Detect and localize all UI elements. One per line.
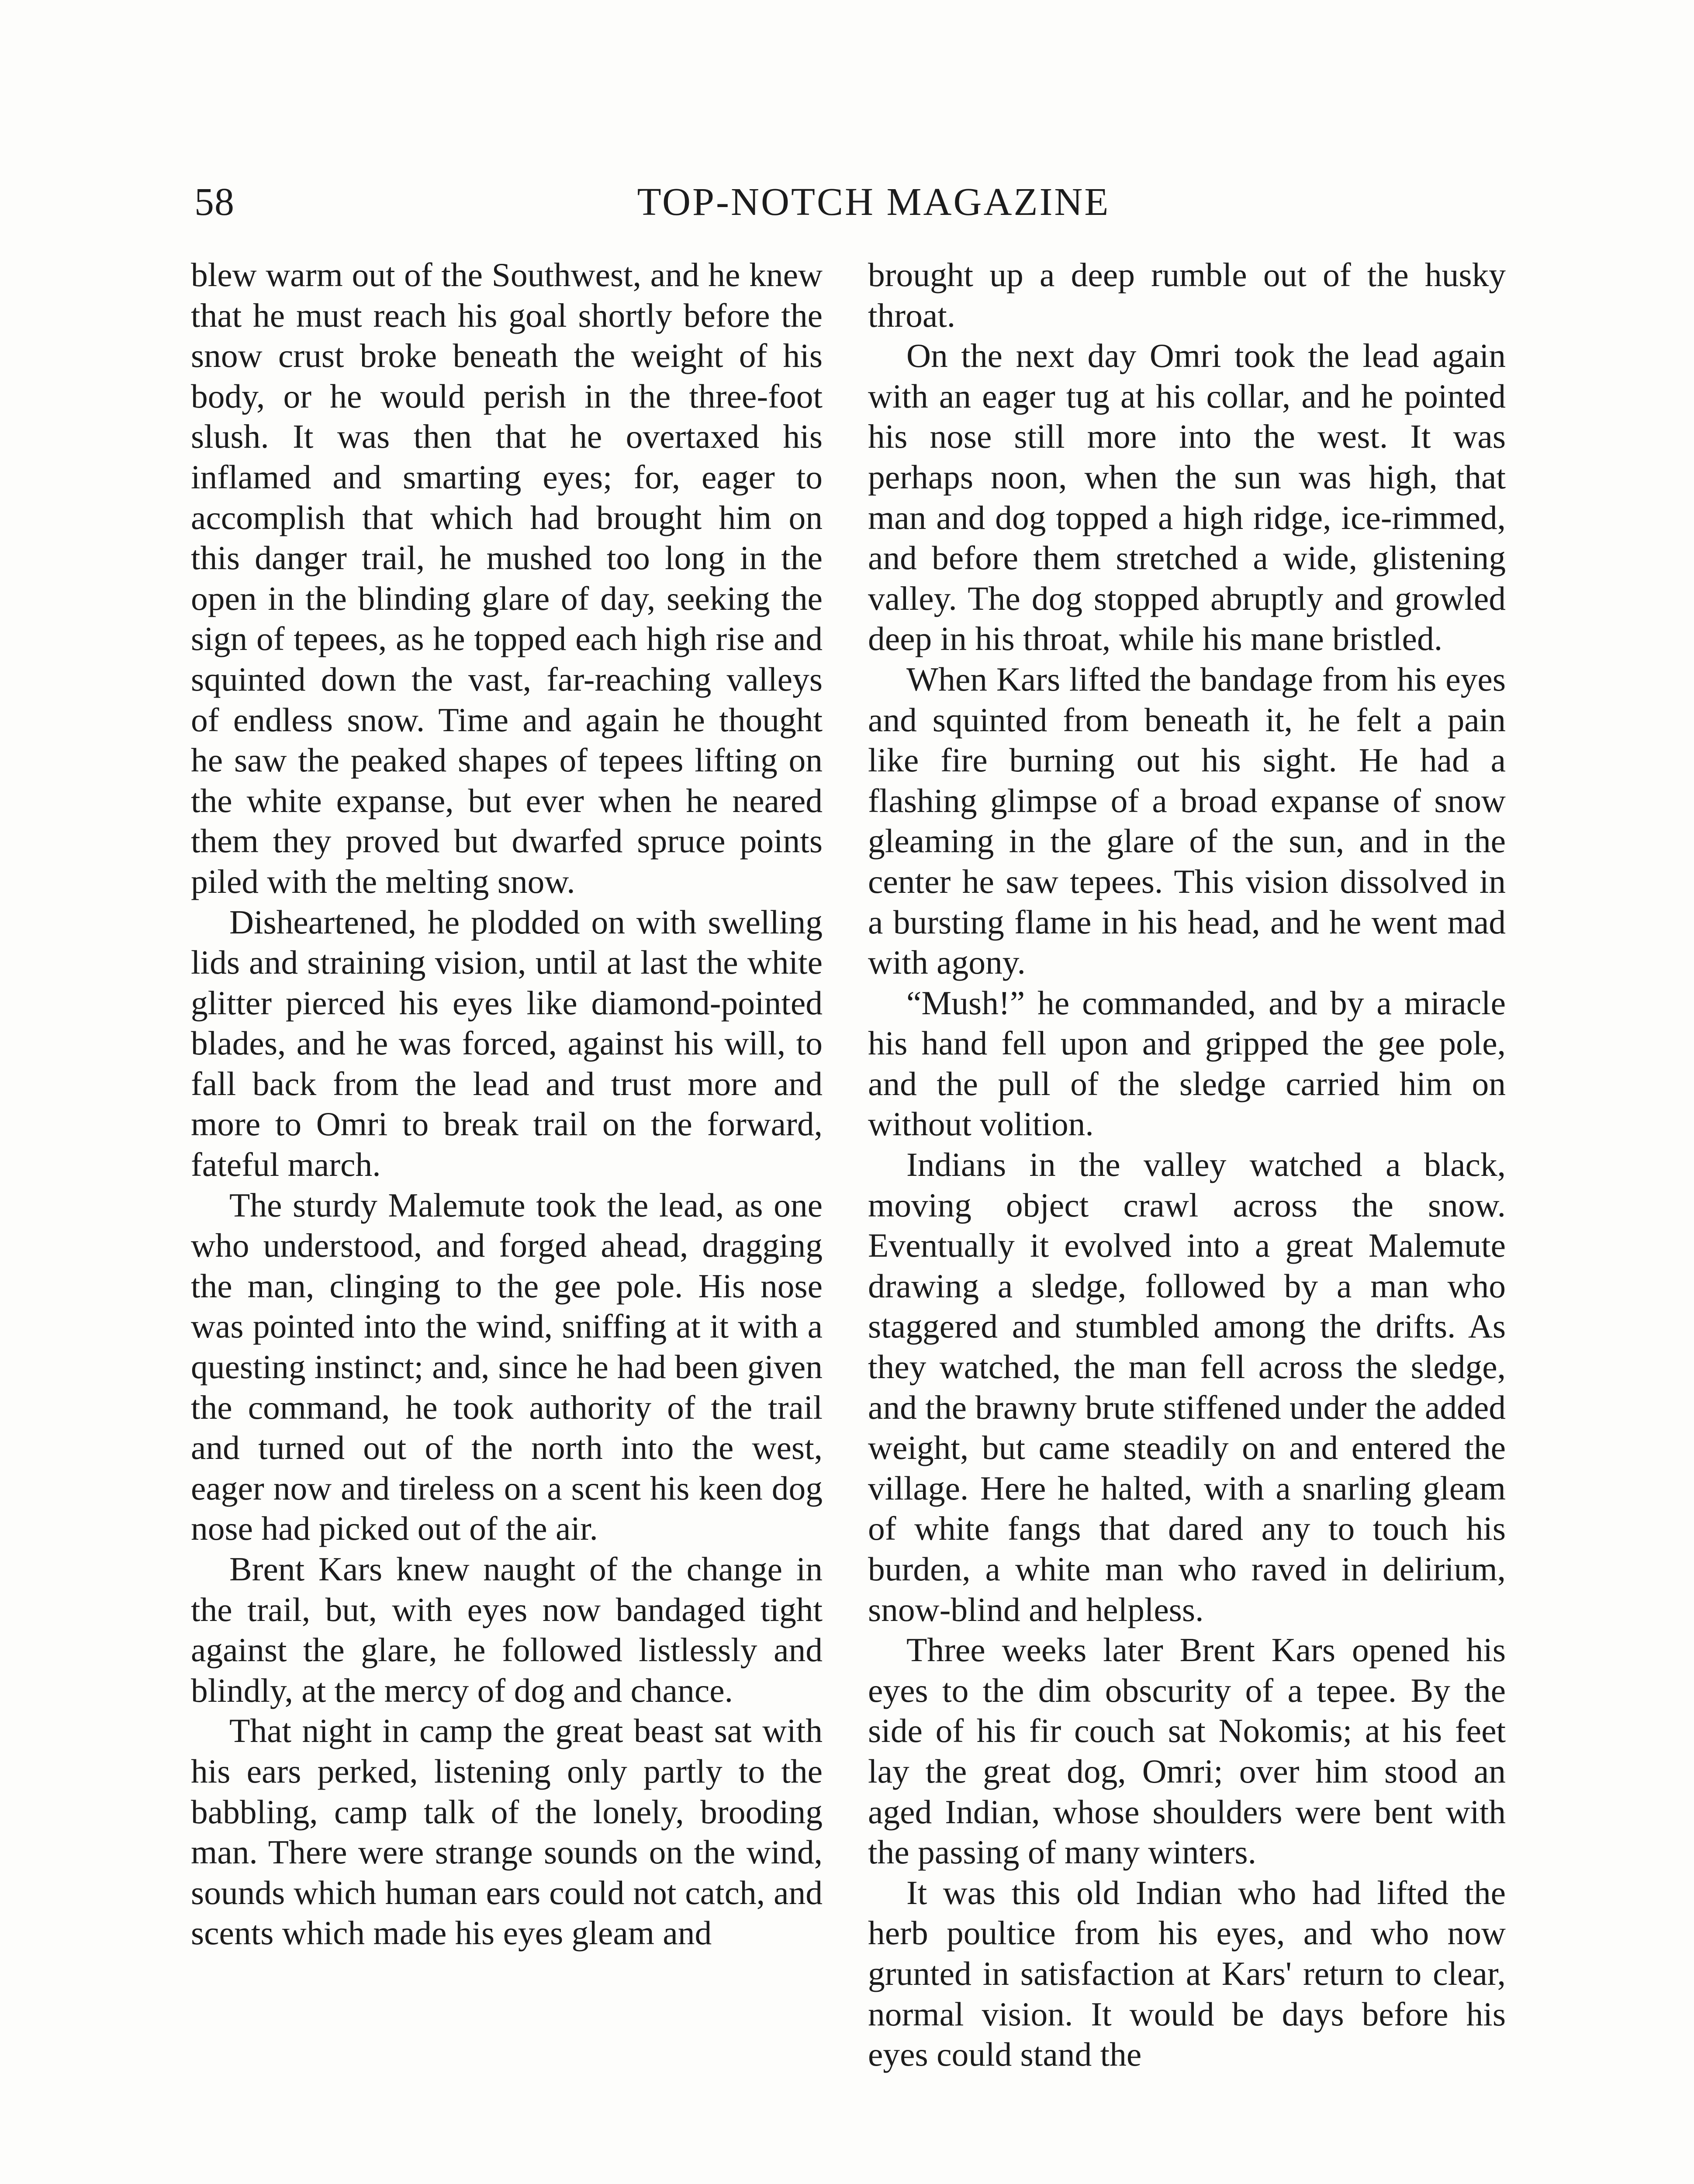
paragraph: brought up a deep rumble out of the husky throat. [868, 256, 1506, 334]
left-text-column [191, 255, 823, 1953]
paragraph: The sturdy Malemute took the lead, as one who understood, and forged ahead, dragging the man, clinging to the gee pole. His nose was pointed into the wind, sniffing at it with a questing instinct; and, since he had been given the command, he took authority of the trail and turned out of the north into the west, eager now and tireless on a scent his keen dog nose had picked out of the air. [191, 1186, 823, 1548]
paragraph: Indians in the valley watched a black, moving object crawl across the snow. Eventually it evolved into a great Malemute drawing a sledge, followed by a man who staggered and stumbled among the drifts. As they watched, the man fell across the sledge, and the brawny brute stiffened under the added weight, but came steadily on and entered the village. Here he halted, with a snarling gleam of white fangs that dared any to touch his burden, a white man who raved in delirium, snow-blind and helpless. [868, 1146, 1506, 1628]
right-text-column [868, 255, 1506, 2075]
paragraph: On the next day Omri took the lead again with an eager tug at his collar, and he pointed his nose still more into the west. It was perhaps noon, when the sun was high, that man and dog topped a high ridge, ice-rimmed, and before them stretched a wide, glistening valley. The dog stopped abruptly and growled deep in his throat, while his mane bristled. [868, 337, 1506, 658]
paragraph: Disheartened, he plodded on with swelling lids and straining vision, until at last the white glitter pierced his eyes like diamond-pointed blades, and he was forced, against his will, to fall back from the lead and trust more and more to Omri to break trail on the forward, fateful march. [191, 903, 823, 1184]
paragraph: Brent Kars knew naught of the change in the trail, but, with eyes now bandaged tight against the glare, he followed listlessly and blindly, at the mercy of dog and chance. [191, 1550, 823, 1709]
paragraph: When Kars lifted the bandage from his eyes and squinted from beneath it, he felt a pain like fire burning out his sight. He had a flashing glimpse of a broad expanse of snow gleaming in the glare of the sun, and in the center he saw tepees. This vision dissolved in a bursting flame in his head, and he went mad with agony. [868, 660, 1506, 981]
paragraph: It was this old Indian who had lifted the herb poultice from his eyes, and who now grunted in satisfaction at Kars' return to clear, normal vision. It would be days before his eyes could stand the [868, 1873, 1506, 2073]
magazine-title: TOP-NOTCH MAGAZINE [637, 180, 1110, 224]
paragraph: “Mush!” he commanded, and by a miracle his hand fell upon and gripped the gee pole, and the pull of the sledge carried him on without volition. [868, 984, 1506, 1143]
paragraph: That night in camp the great beast sat with his ears perked, listening only partly to the babbling, camp talk of the lonely, brooding man. There were strange sounds on the wind, sounds which human ears could not catch, and scents which made his eyes gleam and [191, 1712, 823, 1952]
paragraph: Three weeks later Brent Kars opened his eyes to the dim obscurity of a tepee. By the side of his fir couch sat Nokomis; at his feet lay the great dog, Omri; over him stood an aged Indian, whose shoulders were bent with the passing of many winters. [868, 1631, 1506, 1871]
paragraph: blew warm out of the Southwest, and he knew that he must reach his goal shortly before the snow crust broke beneath the weight of his body, or he would perish in the three-foot slush. It was then that he overtaxed his inflamed and smarting eyes; for, eager to accomplish that which had brought him on this danger trail, he mushed too long in the open in the blinding glare of day, seeking the sign of tepees, as he topped each high rise and squinted down the vast, far-reaching valleys of endless snow. Time and again he thought he saw the peaked shapes of tepees lifting on the white expanse, but ever when he neared them they proved but dwarfed spruce points piled with the melting snow. [191, 256, 823, 900]
page-number: 58 [194, 180, 235, 224]
